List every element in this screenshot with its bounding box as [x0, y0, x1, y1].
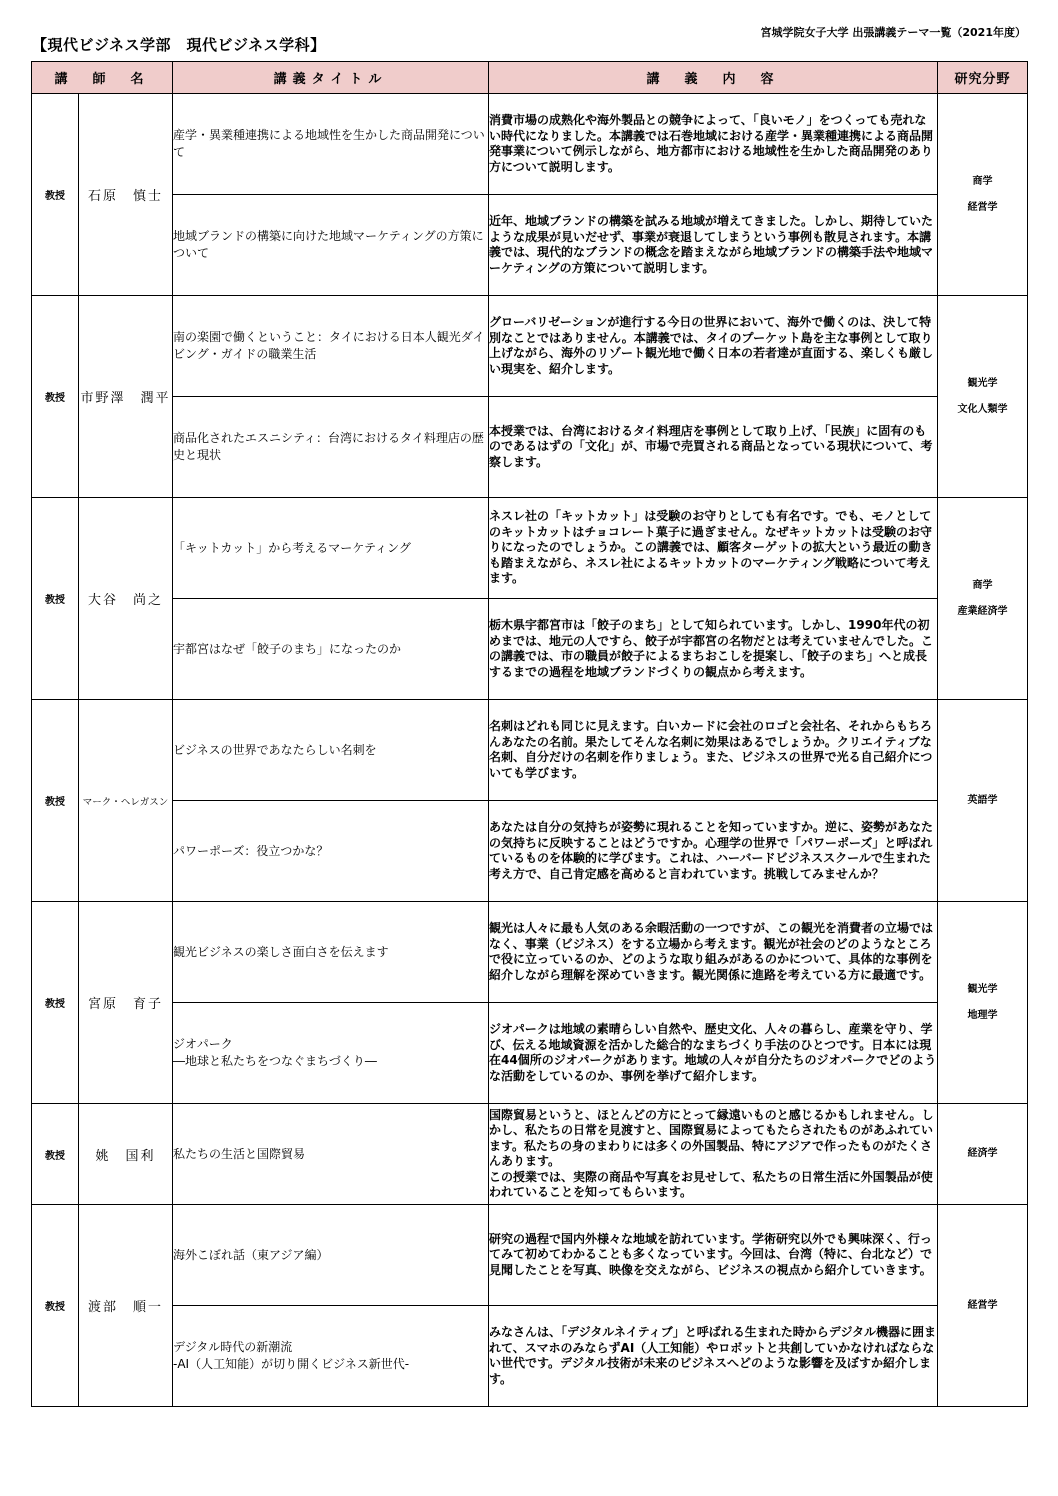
research-field-item: 観光学	[967, 377, 998, 389]
lecture-title: 南の楽園で働くということ：タイにおける日本人観光ダイビング・ガイドの職業生活	[173, 296, 489, 397]
research-field	[938, 700, 1028, 902]
column-header-instructor: 講 師 名	[32, 62, 173, 94]
lecture-title: 私たちの生活と国際貿易	[173, 1104, 489, 1205]
table-row	[32, 397, 1028, 498]
column-header-content: 講 義 内 容	[489, 62, 938, 94]
table-row	[32, 1306, 1028, 1407]
table-row	[32, 94, 1028, 195]
instructor-name: マーク・ヘレガスン	[79, 700, 173, 902]
research-field-item: 観光学	[967, 983, 998, 995]
instructor-rank: 教授	[32, 498, 79, 700]
instructor-name: 大谷 尚之	[79, 498, 173, 700]
page-title: 【現代ビジネス学部 現代ビジネス学科】	[32, 36, 326, 54]
lecture-title: デジタル時代の新潮流 -AI（人工知能）が切り開くビジネス新世代-	[173, 1306, 489, 1407]
table-row	[32, 902, 1028, 1003]
lecture-content: グローバリゼーションが進行する今日の世界において、海外で働くのは、決して特別なことではありません。本講義では、タイのプーケット島を主な事例として取り上げながら、海外のリゾート観光地で働く日本の若者達が直面する、楽しくも厳しい現実を、紹介します。	[489, 296, 938, 397]
research-field-item: 経済学	[967, 1148, 998, 1159]
instructor-name: 姚 国利	[79, 1104, 173, 1205]
lecture-content: 本授業では、台湾におけるタイ料理店を事例として取り上げ、「民族」に固有のものであるはずの「文化」が、市場で売買される商品となっている現状について、考察します。	[489, 397, 938, 498]
instructor-name: 渡部 順一	[79, 1205, 173, 1407]
lecture-content: 観光は人々に最も人気のある余暇活動の一つですが、この観光を消費者の立場ではなく、事業（ビジネス）をする立場から考えます。観光が社会のどのようなところで役に立っているのか、どのような取り組みがあるのかについて、具体的な事例を紹介しながら理解を深めていきます。観光関係に進路を考えている方に最適です。	[489, 902, 938, 1003]
instructor-name: 石原 慎士	[79, 94, 173, 296]
research-field-item: 商学	[972, 579, 993, 591]
lecture-title: 「キットカット」から考えるマーケティング	[173, 498, 489, 599]
column-header-title: 講義タイトル	[173, 62, 489, 94]
lecture-title: 海外こぼれ話（東アジア編）	[173, 1205, 489, 1306]
research-field-item: 経営学	[967, 1299, 998, 1311]
lecture-content: 消費市場の成熟化や海外製品との競争によって、「良いモノ」をつくっても売れない時代になりました。本講義では石巻地域における産学・異業種連携による商品開発事業について例示しながら、地方都市における地域性を生かした商品開発のあり方について説明します。	[489, 94, 938, 195]
research-field-item: 商学	[972, 175, 993, 187]
lecture-table	[31, 61, 1028, 1407]
table-row	[32, 195, 1028, 296]
table-row	[32, 498, 1028, 599]
research-field	[938, 94, 1028, 296]
table-row	[32, 700, 1028, 801]
instructor-rank: 教授	[32, 1205, 79, 1407]
research-field-item: 地理学	[967, 1009, 998, 1021]
instructor-rank: 教授	[32, 902, 79, 1104]
lecture-title: 商品化されたエスニシティ：台湾におけるタイ料理店の歴史と現状	[173, 397, 489, 498]
table-row	[32, 801, 1028, 902]
instructor-name: 宮原 育子	[79, 902, 173, 1104]
lecture-content: あなたは自分の気持ちが姿勢に現れることを知っていますか。逆に、姿勢があなたの気持ちに反映することはどうですか。心理学の世界で「パワーポーズ」と呼ばれているものを体験的に学びます。これは、ハーバードビジネススクールで生まれた考え方で、自己肯定感を高めると言われています。挑戦してみませんか？	[489, 801, 938, 902]
lecture-content: 国際貿易というと、ほとんどの方にとって縁遠いものと感じるかもしれません。しかし、私たちの日常を見渡すと、国際貿易によってもたらされたものがあふれています。私たちの身のまわりには多くの外国製品、特にアジアで作ったものがたくさんあります。 この授業では、実際の商品や写真をお見せして、私たちの日常生活に外国製品が使われていることを知ってもらいます。	[489, 1104, 938, 1205]
lecture-title: 地域ブランドの構築に向けた地域マーケティングの方策について	[173, 195, 489, 296]
instructor-rank: 教授	[32, 1104, 79, 1205]
instructor-rank: 教授	[32, 94, 79, 296]
table-header-row	[32, 62, 1028, 94]
lecture-title: パワーポーズ：役立つかな？	[173, 801, 489, 902]
research-field	[938, 1104, 1028, 1205]
lecture-title: ビジネスの世界であなたらしい名刺を	[173, 700, 489, 801]
research-field	[938, 498, 1028, 700]
table-row	[32, 1003, 1028, 1104]
research-field-item: 経営学	[967, 201, 998, 213]
lecture-content: ジオパークは地域の素晴らしい自然や、歴史文化、人々の暮らし、産業を守り、学び、伝える地域資源を活かした総合的なまちづくり手法のひとつです。日本には現在44個所のジオパークがあります。地域の人々が自分たちのジオパークでどのような活動をしているのか、事例を挙げて紹介します。	[489, 1003, 938, 1104]
research-field	[938, 296, 1028, 498]
instructor-rank: 教授	[32, 296, 79, 498]
lecture-content: 近年、地域ブランドの構築を試みる地域が増えてきました。しかし、期待していたような成果が見いだせず、事業が衰退してしまうという事例も散見されます。本講義では、現代的なブランドの概念を踏まえながら地域ブランドの構築手法や地域マーケティングの方策について説明します。	[489, 195, 938, 296]
lecture-content: みなさんは、「デジタルネイティブ」と呼ばれる生まれた時からデジタル機器に囲まれて、スマホのみならずAI（人工知能）やロボットと共創していかなければならない世代です。デジタル技術が未来のビジネスへどのような影響を及ぼすか紹介します。	[489, 1306, 938, 1407]
column-header-field: 研究分野	[938, 62, 1028, 94]
lecture-title: ジオパーク ―地球と私たちをつなぐまちづくり―	[173, 1003, 489, 1104]
instructor-rank: 教授	[32, 700, 79, 902]
research-field-item: 英語学	[967, 794, 998, 806]
lecture-content: ネスレ社の「キットカット」は受験のお守りとしても有名です。でも、モノとしてのキットカットはチョコレート菓子に過ぎません。なぜキットカットは受験のお守りになったのでしょうか。この講義では、顧客ターゲットの拡大という最近の動きも踏まえながら、ネスレ社によるキットカットのマーケティング戦略について考えます。	[489, 498, 938, 599]
research-field-item: 産業経済学	[957, 605, 1008, 617]
table-row	[32, 296, 1028, 397]
instructor-name: 市野澤 潤平	[79, 296, 173, 498]
research-field	[938, 1205, 1028, 1407]
research-field-item: 文化人類学	[957, 403, 1008, 415]
lecture-content: 栃木県宇都宮市は「餃子のまち」として知られています。しかし、1990年代の初めまでは、地元の人ですら、餃子が宇都宮の名物だとは考えていませんでした。この講義では、市の職員が餃子によるまちおこしを提案し、「餃子のまち」へと成長するまでの過程を地域ブランドづくりの観点から考えます。	[489, 599, 938, 700]
table-row	[32, 1104, 1028, 1205]
document-caption: 宮城学院女子大学 出張講義テーマ一覧（2021年度）	[760, 26, 1026, 39]
table-row	[32, 1205, 1028, 1306]
table-row	[32, 599, 1028, 700]
lecture-title: 宇都宮はなぜ「餃子のまち」になったのか	[173, 599, 489, 700]
lecture-title: 観光ビジネスの楽しさ面白さを伝えます	[173, 902, 489, 1003]
research-field	[938, 902, 1028, 1104]
lecture-content: 名刺はどれも同じに見えます。白いカードに会社のロゴと会社名、それからもちろんあなたの名前。果たしてそんな名刺に効果はあるでしょうか。クリエイティブな名刺、自分だけの名刺を作りましょう。また、ビジネスの世界で光る自己紹介についても学びます。	[489, 700, 938, 801]
lecture-content: 研究の過程で国内外様々な地域を訪れています。学術研究以外でも興味深く、行ってみて初めてわかることも多くなっています。今回は、台湾（特に、台北など）で見聞したことを写真、映像を交えながら、ビジネスの視点から紹介していきます。	[489, 1205, 938, 1306]
lecture-title: 産学・異業種連携による地域性を生かした商品開発について	[173, 94, 489, 195]
